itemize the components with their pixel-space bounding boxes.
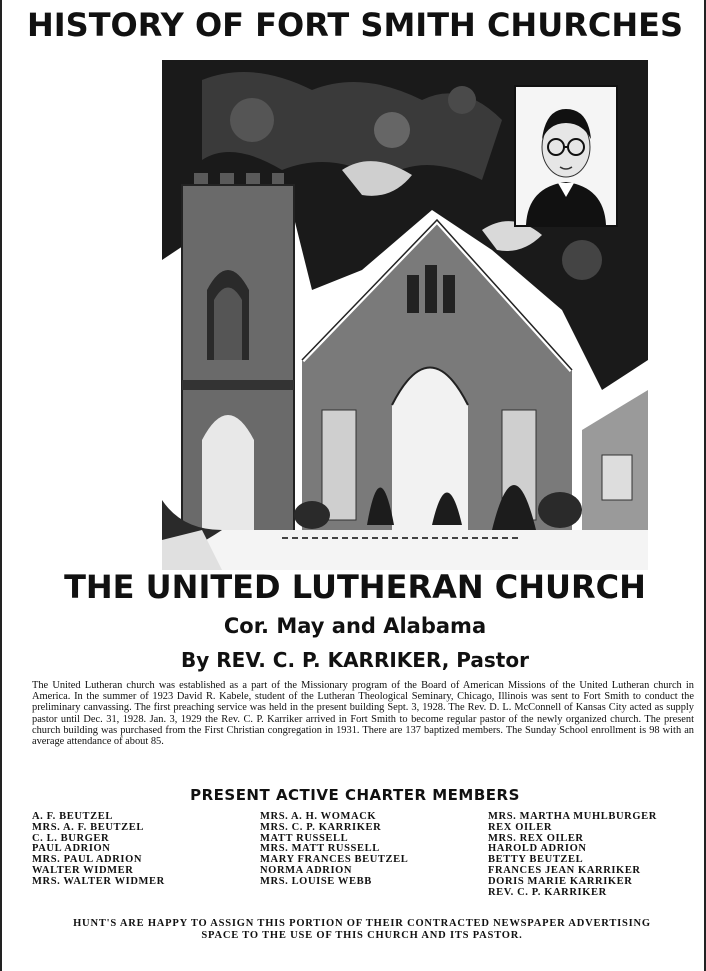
member-name: NORMA ADRION xyxy=(260,864,353,876)
member-name: REX OILER xyxy=(488,821,553,833)
charter-members-heading: PRESENT ACTIVE CHARTER MEMBERS xyxy=(190,786,520,804)
member-name: A. F. BEUTZEL xyxy=(32,811,113,822)
member-name: PAUL ADRION xyxy=(32,843,111,855)
member-name: FRANCES JEAN KARRIKER xyxy=(488,864,641,876)
church-photo xyxy=(162,60,648,570)
member-name: MRS. MARTHA MUHLBURGER xyxy=(488,811,657,822)
members-column-1 xyxy=(32,812,165,888)
member-name: WALTER WIDMER xyxy=(32,864,134,876)
member-name: MRS. A. F. BEUTZEL xyxy=(32,821,144,833)
page-title: HISTORY OF FORT SMITH CHURCHES xyxy=(26,6,683,44)
member-name: MARY FRANCES BEUTZEL xyxy=(260,854,409,866)
member-name: BETTY BEUTZEL xyxy=(488,854,584,866)
member-name: DORIS MARIE KARRIKER xyxy=(488,875,633,887)
member-name: MRS. C. P. KARRIKER xyxy=(260,821,382,833)
pastor-portrait xyxy=(514,85,618,227)
member-name: MRS. LOUISE WEBB xyxy=(260,875,372,887)
members-column-2 xyxy=(260,812,408,888)
members-column-3 xyxy=(488,812,657,898)
member-name: HAROLD ADRION xyxy=(488,843,587,855)
member-name: MRS. A. H. WOMACK xyxy=(260,811,377,822)
member-name: MRS. MATT RUSSELL xyxy=(260,843,380,855)
article-byline: By REV. C. P. KARRIKER, Pastor xyxy=(181,648,529,672)
pastor-photo-image xyxy=(516,87,616,225)
member-name: MRS. PAUL ADRION xyxy=(32,854,143,866)
member-name: REV. C. P. KARRIKER xyxy=(488,886,607,898)
church-history-text: The United Lutheran church was established as a part of the Missionary program of the Board of American Missions of the United Lutheran church in America. In the summer of 1923 David R. Kabele, student of the Lutheran Theological Seminary, Chicago, Illinois was sent to Fort Smith to conduct the preliminary canvassing. The first preaching service was held in the present building Sept. 3, 1928. The Rev. D. L. McConnell of Kansas City acted as supply pastor until Dec. 31, 1928. Jan. 3, 1929 the Rev. C. P. Karriker arrived in Fort Smith to become regular pastor of the newly organized church. The present church building was purchased from the First Christian congregation in 1931. There are 137 baptized members. The Sunday School enrollment is 98 with an average attendance of about 85. xyxy=(32,680,694,748)
member-name: MRS. REX OILER xyxy=(488,832,584,844)
member-name: MRS. WALTER WIDMER xyxy=(32,875,165,887)
sponsor-notice: HUNT'S ARE HAPPY TO ASSIGN THIS PORTION OF THEIR CONTRACTED NEWSPAPER ADVERTISING SPACE TO THE USE OF THIS CHURCH AND ITS PASTOR. xyxy=(73,918,651,941)
church-name-heading: THE UNITED LUTHERAN CHURCH xyxy=(64,568,646,606)
member-name: MATT RUSSELL xyxy=(260,832,349,844)
member-name: C. L. BURGER xyxy=(32,832,110,844)
church-address: Cor. May and Alabama xyxy=(223,614,487,638)
